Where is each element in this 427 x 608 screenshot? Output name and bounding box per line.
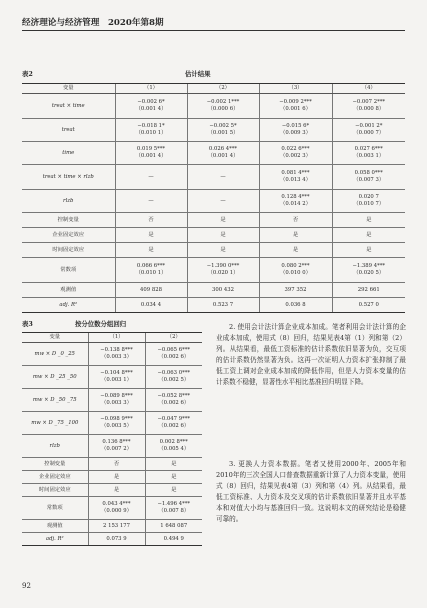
table2-cell: 否 [259,213,332,228]
table3-cell: 否 [88,458,145,471]
table3-cell: −1.496 4*** （0.007 8） [145,497,202,520]
table2-cell: 409 828 [115,283,187,298]
table3-cell: −0.138 8*** （0.003 3） [88,343,145,366]
table2-cell: −0.007 2*** （0.000 8） [332,94,405,119]
table2-row-label: 观测值 [22,283,115,298]
table2-row [22,298,405,313]
table2-cell: 0.527 0 [332,298,405,313]
table3-row [22,389,202,412]
table3-column-header: （1） [88,333,145,343]
table3-cell: 2 153 177 [88,520,145,533]
table2-cell: 是 [259,228,332,243]
table3-cell: 0.043 4*** （0.000 9） [88,497,145,520]
table2-cell: −0.002 1*** （0.000 6） [187,94,259,119]
table3-cell: −0.089 8*** （0.003 3） [88,389,145,412]
table2-cell: 0.026 4*** （0.001 4） [187,142,259,165]
table2-cell: — [187,190,259,213]
table2-cell: — [115,165,187,190]
table3-column-header: 变量 [22,333,88,343]
paragraph-robustness-accounting: 2. 使用会计法计算企业成本加成。笔者利用会计法计算的企业成本加成，使用式（8）回归，结果见表4第（1）列和第（2）列。从结果看，最低工资标准的估计系数依旧显著为负，交互项的估计系数仍然显著为负。这再一次证明人力资本扩张抑制了最低工资上调对企业成本加成的降低作用，但是人力资本变量的估计系数不稳健，显著性水平相比基准回归明显下降。 [216,323,406,387]
page-number: 92 [22,582,31,590]
table3-cell: 是 [88,484,145,497]
table2-cell: 0.081 4*** （0.013 4） [259,165,332,190]
table2-row-label: 时间固定效应 [22,243,115,258]
table2-row [22,190,405,213]
table2-row [22,94,405,119]
table2-row [22,119,405,142]
table2-column-header: （4） [332,84,405,94]
table2-cell: 是 [332,228,405,243]
table3-row-label: 时间固定效应 [22,484,88,497]
table2-cell: 292 661 [332,283,405,298]
table3-row [22,484,202,497]
table3-number: 表3 [22,320,33,328]
table2 [22,83,405,313]
table2-cell: 是 [259,243,332,258]
table2-cell: — [187,165,259,190]
table3-row-label: mw × D _25 _50 [22,366,88,389]
table3-cell: −0.052 8*** （0.002 6） [145,389,202,412]
table2-column-header: （2） [187,84,259,94]
table2-cell: 是 [187,243,259,258]
table3-row [22,520,202,533]
table3-row [22,435,202,458]
table2-cell: — [115,190,187,213]
table2-cell: 是 [187,228,259,243]
table2-column-header: 变量 [22,84,115,94]
table2-cell: 0.019 5*** （0.001 4） [115,142,187,165]
table2-cell: 0.058 0*** （0.007 3） [332,165,405,190]
table2-row [22,228,405,243]
table2-cell: −1.389 4*** （0.020 5） [332,258,405,283]
table3-row-label: 控制变量 [22,458,88,471]
table2-row-label: treat [22,119,115,142]
table3-row [22,412,202,435]
table2-row [22,165,405,190]
table2-number: 表2 [22,70,33,78]
table3-row-label: 企业固定效应 [22,471,88,484]
table3-row [22,458,202,471]
table3-cell: 是 [145,471,202,484]
table3-row [22,471,202,484]
table2-cell: 0.034 4 [115,298,187,313]
table3 [22,332,202,546]
table3-row [22,497,202,520]
table2-cell: −0.002 6* （0.001 4） [115,94,187,119]
table2-cell: 是 [115,243,187,258]
table2-column-header: （1） [115,84,187,94]
table2-cell: −0.002 5* （0.001 5） [187,119,259,142]
table2-row-label: 控制变量 [22,213,115,228]
table3-cell: 0.073 9 [88,533,145,546]
table3-cell: −0.047 9*** （0.002 6） [145,412,202,435]
table2-cell: 否 [115,213,187,228]
table3-row [22,533,202,546]
table2-cell: −0.009 2*** （0.001 6） [259,94,332,119]
table3-cell: −0.063 0*** （0.002 5） [145,366,202,389]
table2-cell: 0.066 6*** （0.010 1） [115,258,187,283]
table3-cell: −0.098 9*** （0.003 5） [88,412,145,435]
table3-cell: 0.136 8*** （0.007 2） [88,435,145,458]
table2-cell: 300 432 [187,283,259,298]
table3-cell: 0.002 8*** （0.005 4） [145,435,202,458]
table2-row [22,142,405,165]
table3-cell: 1 648 087 [145,520,202,533]
table2-header-row [22,84,405,94]
table2-cell: 0.027 6*** （0.003 1） [332,142,405,165]
table2-cell: 是 [332,243,405,258]
table3-cell: 0.494 9 [145,533,202,546]
table2-row [22,243,405,258]
table3-row-label: 观测值 [22,520,88,533]
table2-row-label: time [22,142,115,165]
table2-row-label: 常数项 [22,258,115,283]
table3-title: 按分位数分组回归 [75,320,127,328]
table2-row-label: adj. R² [22,298,115,313]
header-rule [22,30,405,31]
table3-column-header: （2） [145,333,202,343]
table2-cell: 0.128 4*** （0.014 2） [259,190,332,213]
table2-row [22,213,405,228]
table3-cell: −0.104 8*** （0.003 1） [88,366,145,389]
table3-row-label: mw × D _50 _75 [22,389,88,412]
table3-row-label: mw × D _75 _100 [22,412,88,435]
table2-cell: 397 352 [259,283,332,298]
table3-row [22,343,202,366]
table3-cell: 是 [145,458,202,471]
table3-row [22,366,202,389]
table2-row-label: 企业固定效应 [22,228,115,243]
table2-cell: 是 [187,213,259,228]
running-header: 经济理论与经济管理 2020年第8期 [22,18,164,28]
table3-row-label: mw × D _0 _25 [22,343,88,366]
table2-cell: −0.001 2* （0.000 7） [332,119,405,142]
table2-row [22,258,405,283]
table2-cell: 是 [332,213,405,228]
table2-cell: 0.022 6*** （0.002 3） [259,142,332,165]
table3-header-row [22,333,202,343]
table2-column-header: （3） [259,84,332,94]
table3-row-label: rlzb [22,435,88,458]
table2-cell: −1.390 0*** （0.020 1） [187,258,259,283]
table3-row-label: 常数项 [22,497,88,520]
table2-title: 估计结果 [185,70,211,78]
table3-cell: 是 [88,471,145,484]
table2-cell: −0.018 1* （0.010 1） [115,119,187,142]
table3-row-label: adj. R² [22,533,88,546]
table2-cell: 0.080 2*** （0.010 0） [259,258,332,283]
table2-row [22,283,405,298]
table2-cell: −0.015 6* （0.009 3） [259,119,332,142]
table3-cell: −0.065 6*** （0.002 6） [145,343,202,366]
table3-cell: 是 [145,484,202,497]
table2-row-label: treat × time [22,94,115,119]
paragraph-robustness-census: 3. 更换人力资本数据。笔者又使用2000年、2005年和2010年的三次全国人口普查数据重新计算了人力资本变量，使用式（8）回归，结果见表4第（3）列和第（4）列。从结果看，最低工资标准、人力资本及交叉项的估计系数依旧显著并且水平基本和对值大小均与基准回归一致。这说明本文的研究结论是稳健可靠的。 [216,460,406,524]
table2-row-label: rlzb [22,190,115,213]
table2-cell: 0.523 7 [187,298,259,313]
table2-cell: 是 [115,228,187,243]
table2-cell: 0.036 8 [259,298,332,313]
table2-cell: 0.020 7 （0.010 7） [332,190,405,213]
table2-row-label: treat × time × rlzb [22,165,115,190]
